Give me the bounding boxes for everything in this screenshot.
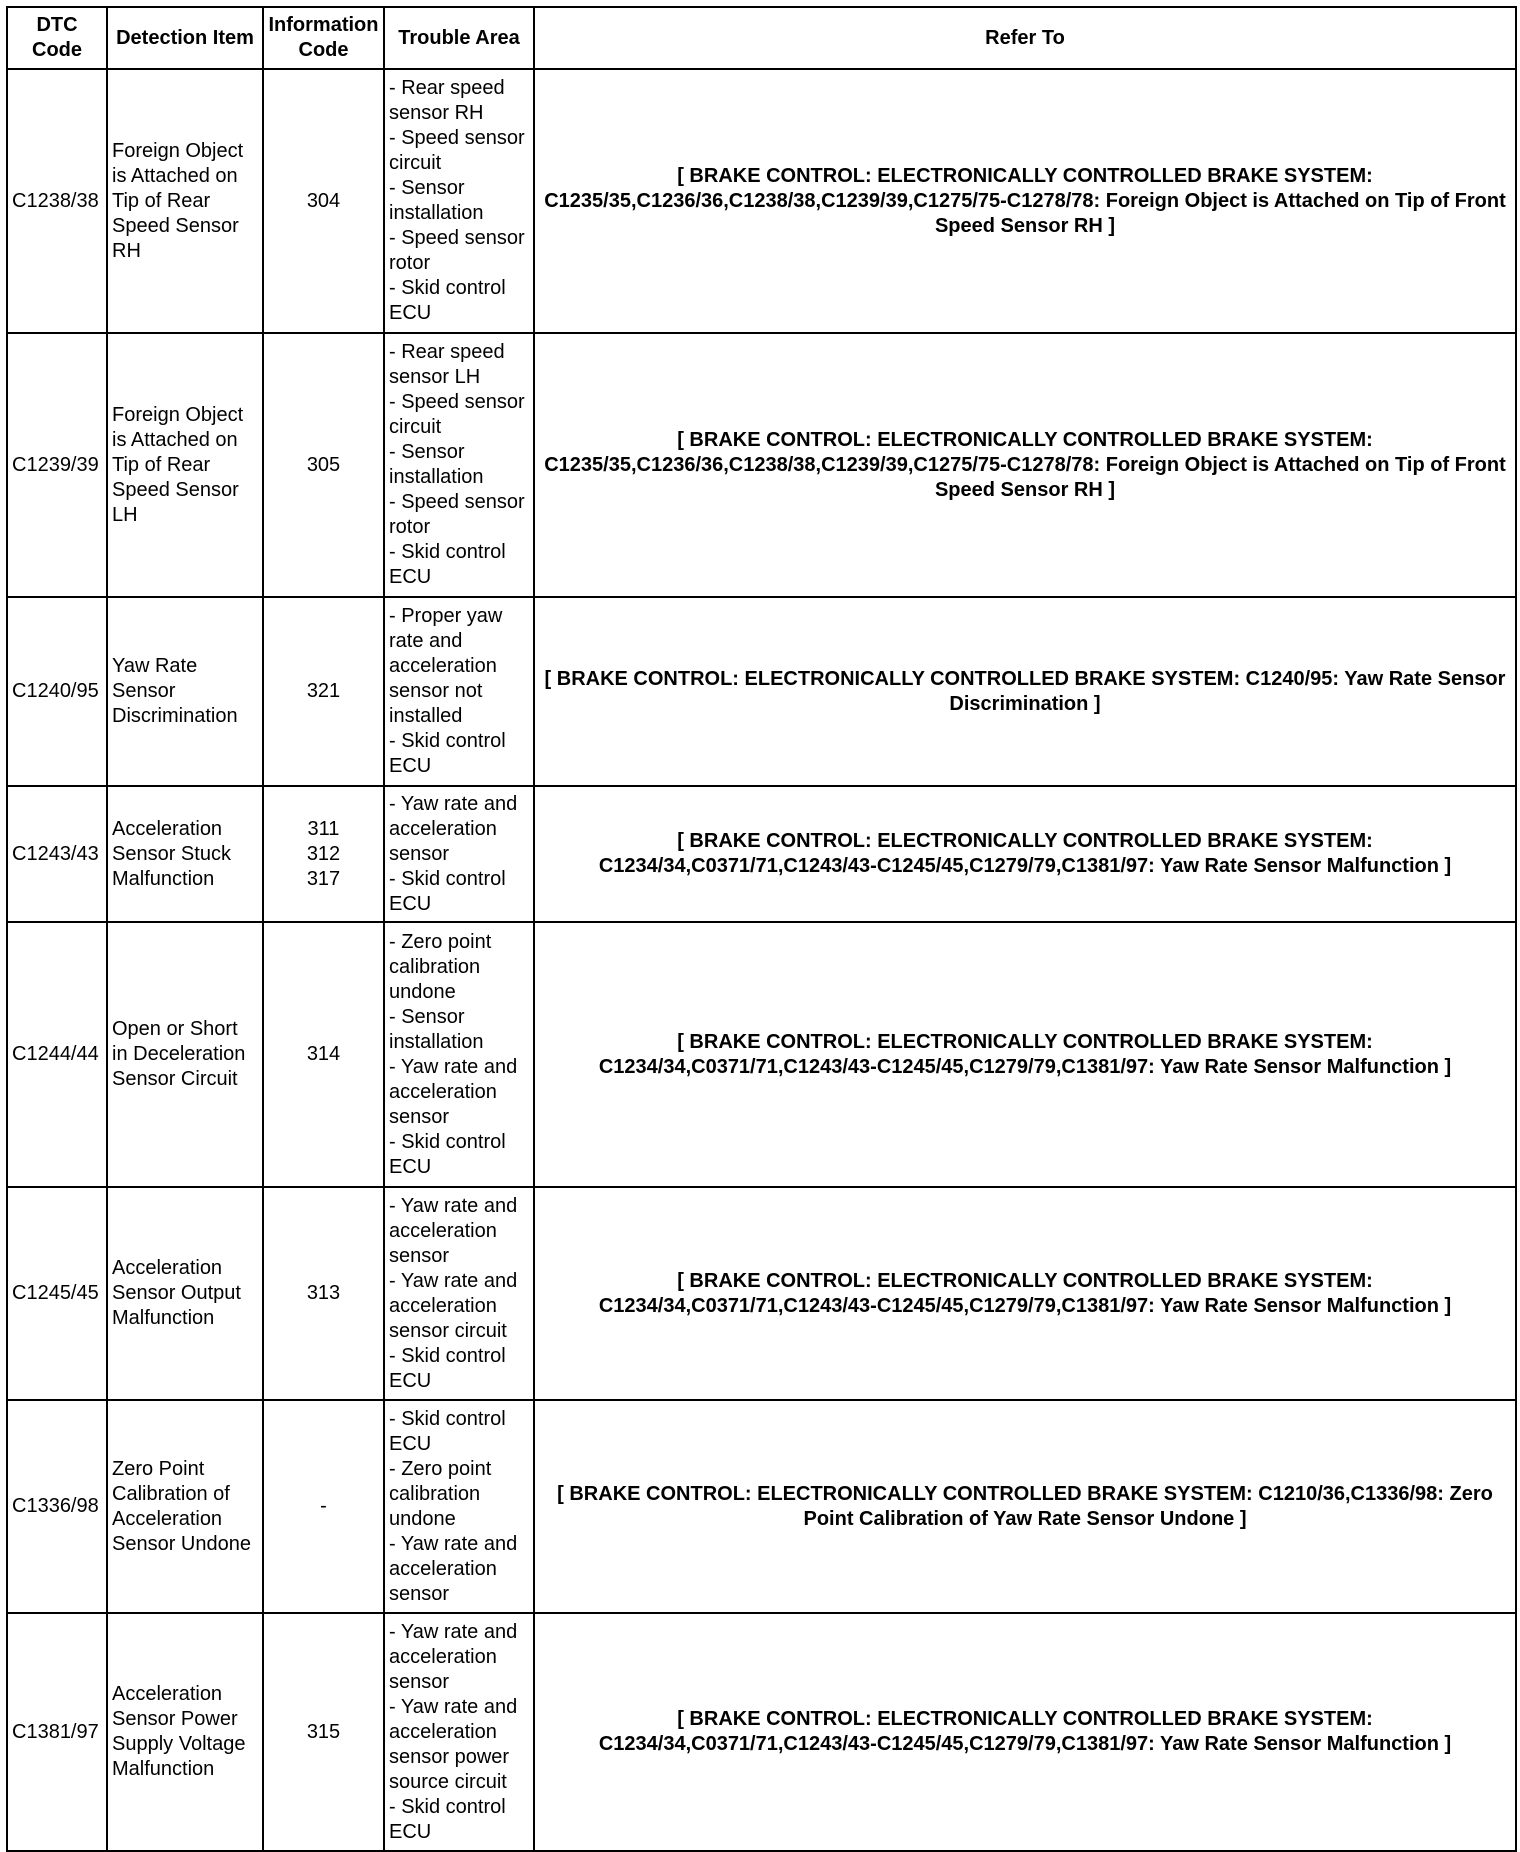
trouble-area-item: - Rear speed sensor RH (389, 77, 505, 124)
detection-item-cell: Acceleration Sensor Stuck Malfunction (107, 786, 263, 922)
refer-to-cell: [ BRAKE CONTROL: ELECTRONICALLY CONTROLLED BRAKE SYSTEM: C1234/34,C0371/71,C1243/43-C1245/45,C1279/79,C1381/97: Yaw Rate Sensor Malfunction ] (534, 1187, 1516, 1400)
trouble-area-item: - Skid control ECU (389, 1795, 506, 1843)
trouble-area-item: - Speed sensor circuit (389, 127, 525, 174)
trouble-area-item: - Yaw rate and acceleration sensor (389, 1532, 518, 1605)
detection-item-cell: Acceleration Sensor Power Supply Voltage Malfunction (107, 1613, 263, 1851)
information-code: 305 (306, 453, 341, 476)
dtc-code-cell: C1240/95 (7, 597, 107, 786)
information-code: 314 (306, 1043, 341, 1065)
trouble-area-item: - Yaw rate and acceleration sensor circuit (389, 1269, 518, 1342)
trouble-area-item: - Yaw rate and acceleration sensor (389, 1620, 518, 1693)
dtc-code-cell: C1244/44 (7, 922, 107, 1187)
information-code-cell (263, 333, 384, 597)
information-code-cell (263, 1613, 384, 1851)
trouble-area-item: - Skid control ECU (389, 1130, 506, 1178)
table-row (7, 69, 1516, 333)
trouble-area-item: - Yaw rate and acceleration sensor (389, 1194, 518, 1267)
trouble-area-cell (384, 786, 534, 922)
refer-to-cell: [ BRAKE CONTROL: ELECTRONICALLY CONTROLLED BRAKE SYSTEM: C1210/36,C1336/98: Zero Point Calibration of Yaw Rate Sensor Undone ] (534, 1400, 1516, 1613)
trouble-area-cell (384, 69, 534, 333)
information-code-cell (263, 786, 384, 922)
refer-to-cell: [ BRAKE CONTROL: ELECTRONICALLY CONTROLLED BRAKE SYSTEM: C1234/34,C0371/71,C1243/43-C1245/45,C1279/79,C1381/97: Yaw Rate Sensor Malfunction ] (534, 1613, 1516, 1851)
table-row (7, 1400, 1516, 1613)
table-row (7, 1187, 1516, 1400)
information-code: 304 (306, 189, 341, 212)
trouble-area-item: - Sensor installation (389, 1005, 484, 1053)
refer-to-cell: [ BRAKE CONTROL: ELECTRONICALLY CONTROLLED BRAKE SYSTEM: C1240/95: Yaw Rate Sensor Discrimination ] (534, 597, 1516, 786)
information-code: - (320, 1495, 327, 1517)
information-code-cell (263, 922, 384, 1187)
header-detection-item: Detection Item (107, 7, 263, 69)
trouble-area-item: - Rear speed sensor LH (389, 341, 505, 388)
header-dtc-code: DTC Code (7, 7, 107, 69)
trouble-area-item: - Skid control ECU (389, 541, 506, 588)
information-code-cell (263, 1187, 384, 1400)
refer-to-cell: [ BRAKE CONTROL: ELECTRONICALLY CONTROLLED BRAKE SYSTEM: C1234/34,C0371/71,C1243/43-C1245/45,C1279/79,C1381/97: Yaw Rate Sensor Malfunction ] (534, 786, 1516, 922)
table-row (7, 597, 1516, 786)
detection-item-cell: Zero Point Calibration of Acceleration Sensor Undone (107, 1400, 263, 1613)
detection-item-cell: Foreign Object is Attached on Tip of Rear Speed Sensor LH (107, 333, 263, 597)
dtc-code-cell: C1238/38 (7, 69, 107, 333)
trouble-area-item: - Skid control ECU (389, 1344, 506, 1392)
trouble-area-cell (384, 333, 534, 597)
information-code-cell (263, 597, 384, 786)
trouble-area-item: - Speed sensor circuit (389, 391, 525, 438)
trouble-area-item: - Yaw rate and acceleration sensor (389, 792, 518, 865)
information-code: 313 (306, 1282, 341, 1304)
trouble-area-item: - Zero point calibration undone (389, 1457, 492, 1530)
dtc-code-cell: C1336/98 (7, 1400, 107, 1613)
header-trouble-area: Trouble Area (384, 7, 534, 69)
trouble-area-cell (384, 1613, 534, 1851)
table-row (7, 786, 1516, 922)
trouble-area-cell (384, 1187, 534, 1400)
dtc-table (6, 6, 1517, 1852)
information-code-cell (263, 1400, 384, 1613)
trouble-area-item: - Speed sensor rotor (389, 491, 525, 538)
information-code: 321 (306, 680, 341, 702)
trouble-area-item: - Sensor installation (389, 177, 484, 224)
trouble-area-item: - Yaw rate and acceleration sensor (389, 1055, 518, 1128)
trouble-area-item: - Speed sensor rotor (389, 227, 525, 274)
table-row (7, 922, 1516, 1187)
dtc-code-cell: C1381/97 (7, 1613, 107, 1851)
information-code-cell (263, 69, 384, 333)
trouble-area-item: - Skid control ECU (389, 730, 506, 777)
trouble-area-item: - Skid control ECU (389, 277, 506, 324)
table-row (7, 1613, 1516, 1851)
information-code: 315 (306, 1720, 341, 1743)
trouble-area-item: - Zero point calibration undone (389, 930, 492, 1003)
dtc-code-cell: C1245/45 (7, 1187, 107, 1400)
detection-item-cell: Open or Short in Deceleration Sensor Circuit (107, 922, 263, 1187)
information-code: 311 (307, 817, 340, 840)
refer-to-cell: [ BRAKE CONTROL: ELECTRONICALLY CONTROLLED BRAKE SYSTEM: C1235/35,C1236/36,C1238/38,C1239/39,C1275/75-C1278/78: Foreign Object is Attached on Tip of Front Speed Sensor RH ] (534, 69, 1516, 333)
trouble-area-item: - Yaw rate and acceleration sensor power source circuit (389, 1695, 518, 1793)
trouble-area-item: - Proper yaw rate and acceleration sensor not installed (389, 605, 503, 727)
trouble-area-cell (384, 922, 534, 1187)
detection-item-cell: Acceleration Sensor Output Malfunction (107, 1187, 263, 1400)
trouble-area-item: - Sensor installation (389, 441, 484, 488)
header-refer-to: Refer To (534, 7, 1516, 69)
trouble-area-item: - Skid control ECU (389, 1407, 506, 1455)
table-row (7, 333, 1516, 597)
header-information-code: Information Code (263, 7, 384, 69)
trouble-area-item: - Skid control ECU (389, 867, 506, 915)
refer-to-cell: [ BRAKE CONTROL: ELECTRONICALLY CONTROLLED BRAKE SYSTEM: C1235/35,C1236/36,C1238/38,C1239/39,C1275/75-C1278/78: Foreign Object is Attached on Tip of Front Speed Sensor RH ] (534, 333, 1516, 597)
information-code: 312 (306, 842, 341, 865)
header-row (7, 7, 1516, 69)
trouble-area-cell (384, 1400, 534, 1613)
trouble-area-cell (384, 597, 534, 786)
dtc-code-cell: C1243/43 (7, 786, 107, 922)
refer-to-cell: [ BRAKE CONTROL: ELECTRONICALLY CONTROLLED BRAKE SYSTEM: C1234/34,C0371/71,C1243/43-C1245/45,C1279/79,C1381/97: Yaw Rate Sensor Malfunction ] (534, 922, 1516, 1187)
detection-item-cell: Yaw Rate Sensor Discrimination (107, 597, 263, 786)
detection-item-cell: Foreign Object is Attached on Tip of Rear Speed Sensor RH (107, 69, 263, 333)
information-code: 317 (306, 867, 341, 890)
dtc-code-cell: C1239/39 (7, 333, 107, 597)
